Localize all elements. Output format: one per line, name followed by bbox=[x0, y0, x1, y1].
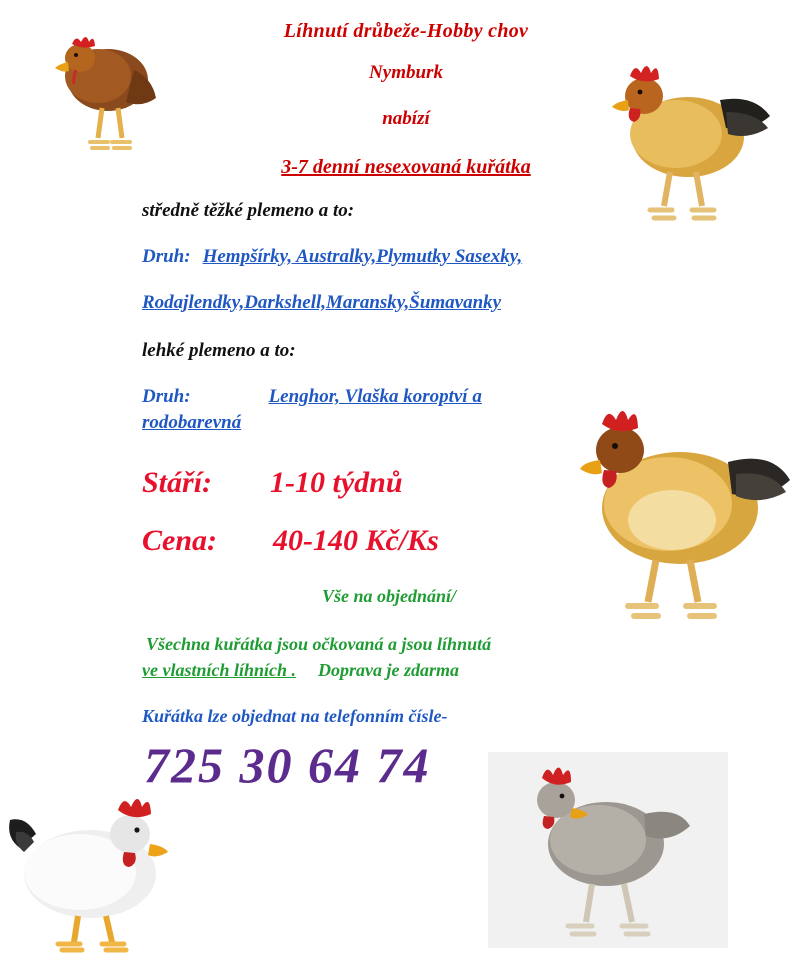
age-row bbox=[142, 466, 403, 500]
light-breed-row bbox=[142, 386, 482, 408]
poster-subtitle-text: 3-7 denní nesexovaná kuřátka bbox=[281, 156, 531, 178]
price-value: 40-140 Kč/Ks bbox=[273, 524, 439, 557]
medium-breed-druh-label: Druh: bbox=[142, 246, 191, 267]
vaccination-note-line-2 bbox=[142, 660, 459, 681]
gold-rooster-photo bbox=[600, 42, 780, 232]
medium-breed-list-line-1: Hempšírky, Australky,Plymutky Sasexky, bbox=[202, 246, 523, 267]
age-label: Stáří: bbox=[142, 466, 213, 499]
price-row bbox=[142, 524, 439, 558]
medium-breed-row bbox=[142, 246, 522, 268]
age-value: 1-10 týdnů bbox=[270, 466, 403, 499]
poster-title-line-2: Nymburk bbox=[369, 62, 443, 83]
phone-label: Kuřátka lze objednat na telefonním čísle- bbox=[142, 706, 448, 726]
order-note: Vše na objednání/ bbox=[322, 586, 457, 606]
light-breed-druh-label: Druh: bbox=[142, 386, 191, 407]
medium-breed-list-line-2: Rodajlendky,Darkshell,Maransky,Šumavanky bbox=[142, 292, 502, 313]
light-breed-label: lehké plemeno a to: bbox=[142, 340, 296, 361]
price-label: Cena: bbox=[142, 524, 217, 557]
light-breed-list-line-2: rodobarevná bbox=[142, 412, 242, 433]
white-black-hen-photo bbox=[2, 782, 192, 954]
poster-title-line-3: nabízí bbox=[382, 108, 430, 129]
light-breed-list-line-1: Lenghor, Vlaška koroptví a bbox=[268, 386, 482, 407]
phone-number: 725 30 64 74 bbox=[144, 737, 431, 793]
gold-hen-photo bbox=[560, 388, 800, 628]
own-hatchery-text: ve vlastních líhních . bbox=[142, 660, 297, 680]
free-shipping-text: Doprava je zdarma bbox=[318, 660, 460, 680]
brown-hen-photo bbox=[46, 18, 176, 168]
poster-title-line-1: Líhnutí drůbeže-Hobby chov bbox=[283, 20, 529, 42]
vaccination-note-line-1: Všechna kuřátka jsou očkovaná a jsou líhnutá bbox=[146, 634, 492, 654]
medium-breed-label: středně těžké plemeno a to: bbox=[142, 200, 355, 221]
grey-hen-photo bbox=[488, 752, 728, 948]
